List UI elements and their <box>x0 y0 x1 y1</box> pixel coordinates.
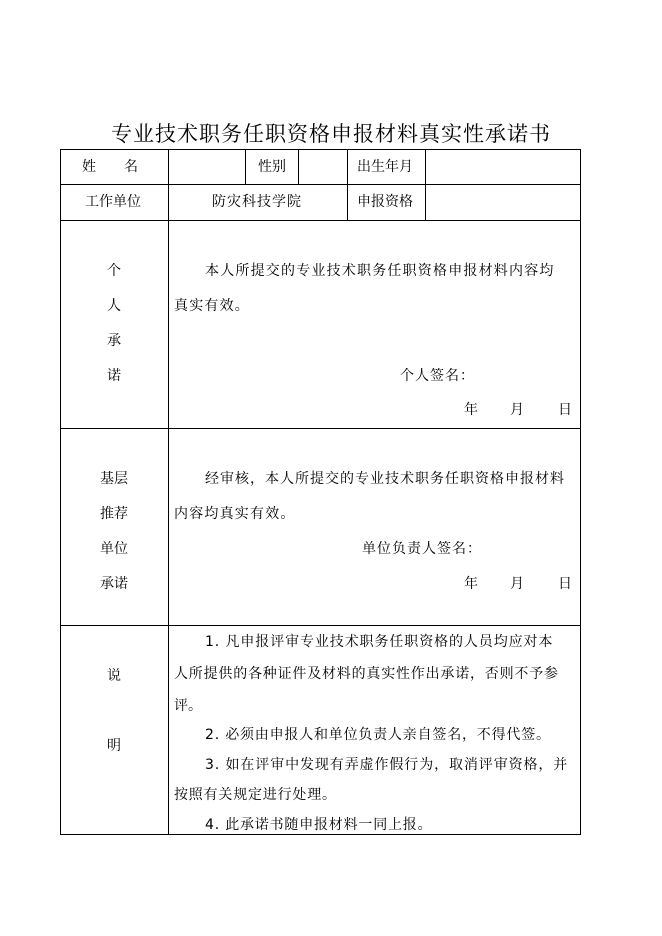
notes-line: 2. 必须由申报人和单位负责人亲自签名，不得代签。 <box>205 727 551 743</box>
personal-commitment-text: 真实有效。 <box>174 298 250 314</box>
birth-field[interactable] <box>432 158 572 176</box>
column-divider <box>347 149 348 221</box>
table-border-right <box>580 149 581 835</box>
unit-label-line: 推荐 <box>100 506 128 522</box>
unit-commitment-text: 经审核，本人所提交的专业技术职务任职资格申报材料 <box>205 471 565 487</box>
unit-label-line: 基层 <box>100 471 128 487</box>
notes-line: 3. 如在评审中发现有弄虚作假行为，取消评审资格，并 <box>205 757 569 773</box>
gender-field[interactable] <box>304 158 342 176</box>
personal-commitment-text: 本人所提交的专业技术职务任职资格申报材料内容均 <box>205 263 555 279</box>
row-divider <box>60 428 580 429</box>
notes-label-char: 明 <box>107 738 121 754</box>
table-border-bottom <box>60 834 580 835</box>
personal-label-char: 人 <box>107 298 121 314</box>
notes-line: 4. 此承诺书随申报材料一同上报。 <box>205 817 433 833</box>
personal-label-char: 个 <box>107 263 121 279</box>
unit-date-month: 月 <box>510 576 524 592</box>
column-divider <box>298 149 299 185</box>
column-divider <box>168 149 169 835</box>
unit-commitment-text: 内容均真实有效。 <box>174 506 296 522</box>
personal-label-char: 诺 <box>107 368 121 384</box>
table-border-left <box>60 149 61 835</box>
notes-line: 1. 凡申报评审专业技术职务任职资格的人员均应对本 <box>205 634 554 650</box>
name-field[interactable] <box>175 158 239 176</box>
unit-date-day: 日 <box>558 576 572 592</box>
document-title: 专业技术职务任职资格申报材料真实性承诺书 <box>111 122 551 146</box>
column-divider <box>245 149 246 185</box>
unit-label-line: 单位 <box>100 541 128 557</box>
work-unit-field[interactable]: 防灾科技学院 <box>212 194 302 210</box>
personal-date-month: 月 <box>510 402 524 418</box>
column-divider <box>425 149 426 221</box>
row-divider <box>60 625 580 626</box>
table-border-top <box>60 149 580 150</box>
birth-label: 出生年月 <box>357 159 413 175</box>
name-label: 姓 名 <box>82 159 138 175</box>
row-divider <box>60 220 580 221</box>
notes-label-char: 说 <box>107 668 121 684</box>
personal-signature-label: 个人签名： <box>400 368 475 384</box>
work-unit-label: 工作单位 <box>85 194 141 210</box>
qualification-label: 申报资格 <box>357 194 413 210</box>
notes-line: 按照有关规定进行处理。 <box>174 787 337 803</box>
unit-label-line: 承诺 <box>100 576 128 592</box>
notes-line: 人所提供的各种证件及材料的真实性作出承诺，否则不予参 <box>174 666 559 682</box>
gender-label: 性别 <box>258 159 286 175</box>
row-divider <box>60 184 580 185</box>
notes-line: 评。 <box>174 698 202 714</box>
personal-date-day: 日 <box>558 402 572 418</box>
qualification-field[interactable] <box>432 193 572 211</box>
personal-date-year: 年 <box>464 402 478 418</box>
personal-label-char: 承 <box>107 333 121 349</box>
unit-date-year: 年 <box>464 576 478 592</box>
unit-signature-label: 单位负责人签名： <box>362 541 482 557</box>
